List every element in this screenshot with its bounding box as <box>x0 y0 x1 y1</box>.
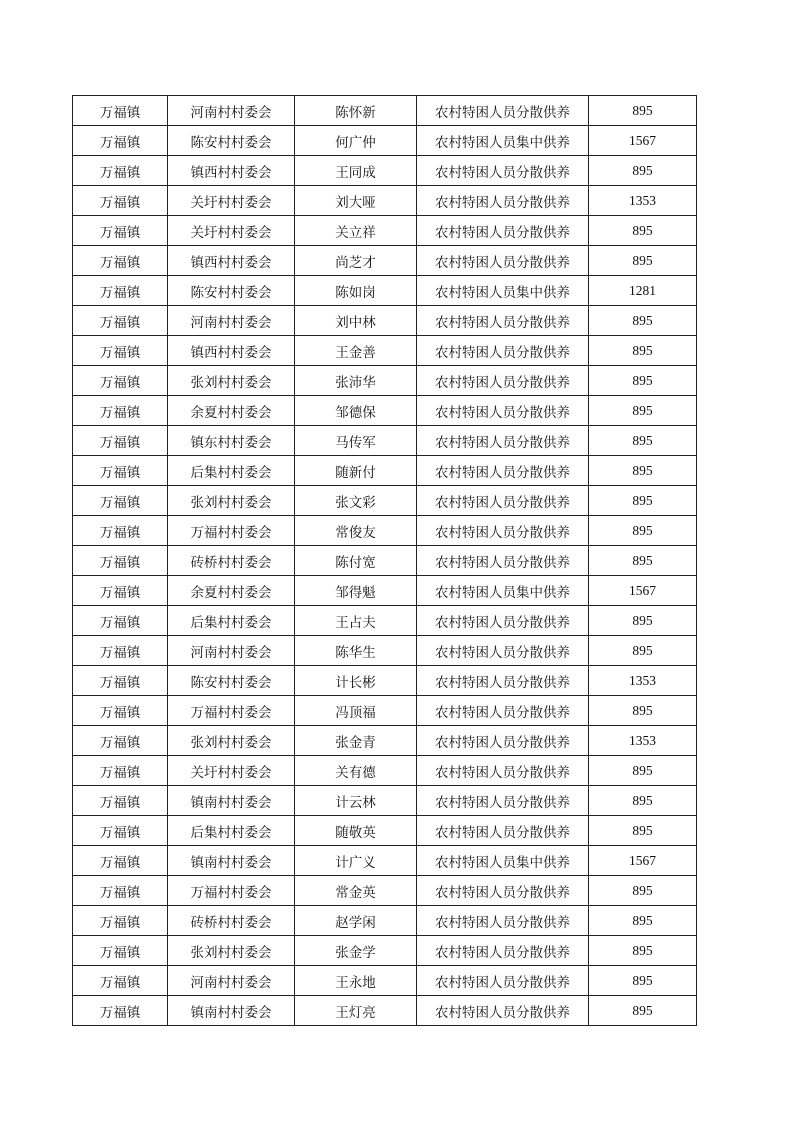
table-row <box>73 696 697 726</box>
table-row <box>73 156 697 186</box>
support-type-cell: 农村特困人员分散供养 <box>417 696 589 726</box>
amount-cell: 895 <box>589 426 697 456</box>
support-type-cell: 农村特困人员分散供养 <box>417 936 589 966</box>
amount-cell: 895 <box>589 696 697 726</box>
recipient-name-cell: 陈如岗 <box>295 276 417 306</box>
amount-cell: 895 <box>589 816 697 846</box>
support-type-cell: 农村特困人员分散供养 <box>417 336 589 366</box>
amount-cell: 895 <box>589 606 697 636</box>
town-cell: 万福镇 <box>73 786 168 816</box>
support-type-cell: 农村特困人员分散供养 <box>417 186 589 216</box>
town-cell: 万福镇 <box>73 396 168 426</box>
support-type-cell: 农村特困人员集中供养 <box>417 126 589 156</box>
town-cell: 万福镇 <box>73 276 168 306</box>
amount-cell: 895 <box>589 246 697 276</box>
amount-cell: 895 <box>589 486 697 516</box>
recipient-name-cell: 陈怀新 <box>295 96 417 126</box>
village-cell: 后集村村委会 <box>168 456 295 486</box>
table-row <box>73 846 697 876</box>
town-cell: 万福镇 <box>73 876 168 906</box>
table-row <box>73 936 697 966</box>
recipient-name-cell: 常金英 <box>295 876 417 906</box>
town-cell: 万福镇 <box>73 546 168 576</box>
support-type-cell: 农村特困人员分散供养 <box>417 516 589 546</box>
recipient-name-cell: 张沛华 <box>295 366 417 396</box>
village-cell: 镇东村村委会 <box>168 426 295 456</box>
support-type-cell: 农村特困人员集中供养 <box>417 576 589 606</box>
village-cell: 余夏村村委会 <box>168 396 295 426</box>
support-type-cell: 农村特困人员分散供养 <box>417 546 589 576</box>
village-cell: 镇西村村委会 <box>168 156 295 186</box>
village-cell: 河南村村委会 <box>168 636 295 666</box>
amount-cell: 895 <box>589 546 697 576</box>
recipient-name-cell: 邹得魁 <box>295 576 417 606</box>
relief-recipient-table <box>72 95 697 1026</box>
amount-cell: 895 <box>589 336 697 366</box>
table-row <box>73 336 697 366</box>
table-row <box>73 786 697 816</box>
table-row <box>73 666 697 696</box>
recipient-name-cell: 陈华生 <box>295 636 417 666</box>
town-cell: 万福镇 <box>73 636 168 666</box>
village-cell: 张刘村村委会 <box>168 726 295 756</box>
amount-cell: 1353 <box>589 666 697 696</box>
table-row <box>73 606 697 636</box>
table-row <box>73 996 697 1026</box>
table-row <box>73 756 697 786</box>
village-cell: 张刘村村委会 <box>168 936 295 966</box>
recipient-name-cell: 王灯亮 <box>295 996 417 1026</box>
table-row <box>73 576 697 606</box>
recipient-name-cell: 关有德 <box>295 756 417 786</box>
support-type-cell: 农村特困人员分散供养 <box>417 666 589 696</box>
town-cell: 万福镇 <box>73 456 168 486</box>
recipient-name-cell: 赵学闲 <box>295 906 417 936</box>
town-cell: 万福镇 <box>73 96 168 126</box>
town-cell: 万福镇 <box>73 816 168 846</box>
support-type-cell: 农村特困人员集中供养 <box>417 276 589 306</box>
amount-cell: 895 <box>589 306 697 336</box>
recipient-name-cell: 陈付宽 <box>295 546 417 576</box>
support-type-cell: 农村特困人员分散供养 <box>417 306 589 336</box>
village-cell: 后集村村委会 <box>168 606 295 636</box>
support-type-cell: 农村特困人员分散供养 <box>417 906 589 936</box>
table-row <box>73 546 697 576</box>
town-cell: 万福镇 <box>73 246 168 276</box>
amount-cell: 895 <box>589 876 697 906</box>
recipient-name-cell: 常俊友 <box>295 516 417 546</box>
table-row <box>73 216 697 246</box>
recipient-name-cell: 计广义 <box>295 846 417 876</box>
table-row <box>73 456 697 486</box>
table-row <box>73 906 697 936</box>
recipient-name-cell: 张金青 <box>295 726 417 756</box>
amount-cell: 895 <box>589 906 697 936</box>
amount-cell: 1353 <box>589 726 697 756</box>
table-row <box>73 486 697 516</box>
town-cell: 万福镇 <box>73 666 168 696</box>
table-row <box>73 726 697 756</box>
amount-cell: 895 <box>589 786 697 816</box>
town-cell: 万福镇 <box>73 336 168 366</box>
recipient-name-cell: 计长彬 <box>295 666 417 696</box>
amount-cell: 895 <box>589 216 697 246</box>
table-row <box>73 126 697 156</box>
table-row <box>73 306 697 336</box>
recipient-name-cell: 何广仲 <box>295 126 417 156</box>
town-cell: 万福镇 <box>73 156 168 186</box>
table-body <box>73 96 697 1026</box>
support-type-cell: 农村特困人员分散供养 <box>417 246 589 276</box>
table-row <box>73 636 697 666</box>
village-cell: 镇南村村委会 <box>168 846 295 876</box>
support-type-cell: 农村特困人员分散供养 <box>417 996 589 1026</box>
amount-cell: 895 <box>589 996 697 1026</box>
support-type-cell: 农村特困人员分散供养 <box>417 606 589 636</box>
village-cell: 万福村村委会 <box>168 516 295 546</box>
support-type-cell: 农村特困人员集中供养 <box>417 846 589 876</box>
village-cell: 万福村村委会 <box>168 696 295 726</box>
amount-cell: 1567 <box>589 126 697 156</box>
table-row <box>73 396 697 426</box>
support-type-cell: 农村特困人员分散供养 <box>417 156 589 186</box>
town-cell: 万福镇 <box>73 576 168 606</box>
town-cell: 万福镇 <box>73 186 168 216</box>
recipient-name-cell: 尚芝才 <box>295 246 417 276</box>
recipient-name-cell: 随敬英 <box>295 816 417 846</box>
town-cell: 万福镇 <box>73 996 168 1026</box>
amount-cell: 1353 <box>589 186 697 216</box>
village-cell: 河南村村委会 <box>168 966 295 996</box>
village-cell: 关圩村村委会 <box>168 216 295 246</box>
recipient-name-cell: 王金善 <box>295 336 417 366</box>
amount-cell: 895 <box>589 966 697 996</box>
town-cell: 万福镇 <box>73 846 168 876</box>
table-row <box>73 246 697 276</box>
recipient-name-cell: 王占夫 <box>295 606 417 636</box>
recipient-name-cell: 计云林 <box>295 786 417 816</box>
amount-cell: 895 <box>589 156 697 186</box>
table-row <box>73 186 697 216</box>
town-cell: 万福镇 <box>73 126 168 156</box>
amount-cell: 895 <box>589 366 697 396</box>
amount-cell: 1567 <box>589 576 697 606</box>
village-cell: 陈安村村委会 <box>168 126 295 156</box>
amount-cell: 895 <box>589 456 697 486</box>
town-cell: 万福镇 <box>73 516 168 546</box>
amount-cell: 895 <box>589 516 697 546</box>
town-cell: 万福镇 <box>73 426 168 456</box>
town-cell: 万福镇 <box>73 726 168 756</box>
town-cell: 万福镇 <box>73 486 168 516</box>
table-row <box>73 966 697 996</box>
support-type-cell: 农村特困人员分散供养 <box>417 636 589 666</box>
village-cell: 陈安村村委会 <box>168 276 295 306</box>
village-cell: 张刘村村委会 <box>168 366 295 396</box>
amount-cell: 895 <box>589 756 697 786</box>
village-cell: 砖桥村村委会 <box>168 906 295 936</box>
village-cell: 河南村村委会 <box>168 306 295 336</box>
village-cell: 镇西村村委会 <box>168 336 295 366</box>
support-type-cell: 农村特困人员分散供养 <box>417 876 589 906</box>
town-cell: 万福镇 <box>73 906 168 936</box>
village-cell: 河南村村委会 <box>168 96 295 126</box>
support-type-cell: 农村特困人员分散供养 <box>417 456 589 486</box>
support-type-cell: 农村特困人员分散供养 <box>417 726 589 756</box>
village-cell: 关圩村村委会 <box>168 756 295 786</box>
recipient-name-cell: 张文彩 <box>295 486 417 516</box>
village-cell: 万福村村委会 <box>168 876 295 906</box>
table-row <box>73 96 697 126</box>
table-row <box>73 276 697 306</box>
support-type-cell: 农村特困人员分散供养 <box>417 756 589 786</box>
amount-cell: 895 <box>589 936 697 966</box>
amount-cell: 1281 <box>589 276 697 306</box>
village-cell: 后集村村委会 <box>168 816 295 846</box>
recipient-name-cell: 关立祥 <box>295 216 417 246</box>
town-cell: 万福镇 <box>73 756 168 786</box>
town-cell: 万福镇 <box>73 366 168 396</box>
support-type-cell: 农村特困人员分散供养 <box>417 786 589 816</box>
support-type-cell: 农村特困人员分散供养 <box>417 966 589 996</box>
recipient-name-cell: 冯顶福 <box>295 696 417 726</box>
support-type-cell: 农村特困人员分散供养 <box>417 96 589 126</box>
town-cell: 万福镇 <box>73 936 168 966</box>
village-cell: 镇西村村委会 <box>168 246 295 276</box>
support-type-cell: 农村特困人员分散供养 <box>417 216 589 246</box>
town-cell: 万福镇 <box>73 966 168 996</box>
table-row <box>73 366 697 396</box>
village-cell: 张刘村村委会 <box>168 486 295 516</box>
amount-cell: 895 <box>589 636 697 666</box>
table-row <box>73 816 697 846</box>
recipient-name-cell: 随新付 <box>295 456 417 486</box>
support-type-cell: 农村特困人员分散供养 <box>417 486 589 516</box>
town-cell: 万福镇 <box>73 306 168 336</box>
support-type-cell: 农村特困人员分散供养 <box>417 396 589 426</box>
recipient-name-cell: 刘大哑 <box>295 186 417 216</box>
support-type-cell: 农村特困人员分散供养 <box>417 816 589 846</box>
village-cell: 砖桥村村委会 <box>168 546 295 576</box>
village-cell: 关圩村村委会 <box>168 186 295 216</box>
support-type-cell: 农村特困人员分散供养 <box>417 366 589 396</box>
amount-cell: 1567 <box>589 846 697 876</box>
recipient-name-cell: 邹德保 <box>295 396 417 426</box>
table-row <box>73 426 697 456</box>
recipient-name-cell: 王同成 <box>295 156 417 186</box>
town-cell: 万福镇 <box>73 606 168 636</box>
village-cell: 镇南村村委会 <box>168 786 295 816</box>
town-cell: 万福镇 <box>73 216 168 246</box>
recipient-name-cell: 张金学 <box>295 936 417 966</box>
village-cell: 镇南村村委会 <box>168 996 295 1026</box>
village-cell: 陈安村村委会 <box>168 666 295 696</box>
amount-cell: 895 <box>589 96 697 126</box>
table-row <box>73 876 697 906</box>
recipient-name-cell: 刘中林 <box>295 306 417 336</box>
village-cell: 余夏村村委会 <box>168 576 295 606</box>
town-cell: 万福镇 <box>73 696 168 726</box>
recipient-name-cell: 王永地 <box>295 966 417 996</box>
recipient-name-cell: 马传军 <box>295 426 417 456</box>
table-row <box>73 516 697 546</box>
support-type-cell: 农村特困人员分散供养 <box>417 426 589 456</box>
amount-cell: 895 <box>589 396 697 426</box>
